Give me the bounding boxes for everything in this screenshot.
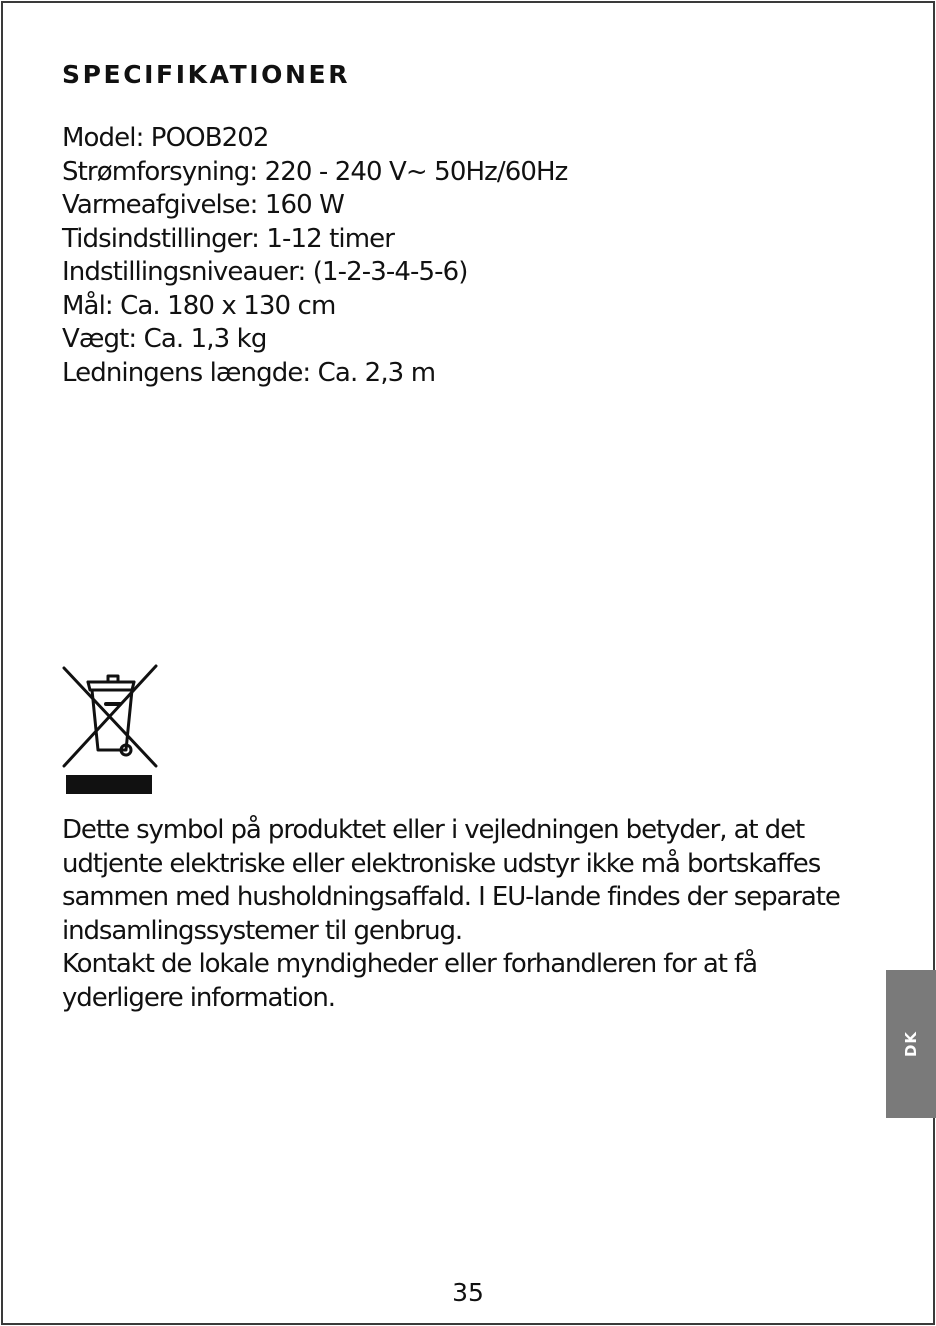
specification-list: [62, 122, 567, 390]
spec-time-settings: Tidsindstillinger: 1-12 timer: [62, 223, 395, 254]
disposal-line: Kontakt de lokale myndigheder eller forhandleren for at få: [62, 949, 757, 979]
spec-heat-output: Varmeafgivelse: 160 W: [62, 190, 344, 220]
page-number: 35: [452, 1278, 484, 1307]
spec-power-supply: Strømforsyning: 220 - 240 V~ 50Hz/60Hz: [62, 156, 568, 187]
disposal-line: udtjente elektriske eller elektroniske udstyr ikke må bortskaffes: [62, 848, 821, 879]
disposal-notice: [62, 814, 882, 1015]
language-tab-label: DK: [902, 1030, 920, 1058]
spec-setting-levels: Indstillingsniveauer: (1-2-3-4-5-6): [62, 257, 468, 287]
disposal-line: sammen med husholdningsaffald. I EU-lande findes der separate: [62, 882, 840, 912]
spec-cord-length: Ledningens længde: Ca. 2,3 m: [62, 357, 436, 388]
spec-dimensions: Mål: Ca. 180 x 130 cm: [62, 290, 336, 321]
disposal-line: Dette symbol på produktet eller i vejledningen betyder, at det: [62, 815, 805, 845]
spec-model: Model: POOB202: [62, 123, 269, 153]
language-tab: [886, 970, 936, 1118]
disposal-line: indsamlingssystemer til genbrug.: [62, 915, 463, 946]
disposal-line: yderligere information.: [62, 982, 335, 1013]
spec-weight: Vægt: Ca. 1,3 kg: [62, 324, 267, 354]
section-heading: SPECIFIKATIONER: [62, 60, 351, 89]
crossed-out-wheelie-bin-icon: [58, 662, 162, 798]
